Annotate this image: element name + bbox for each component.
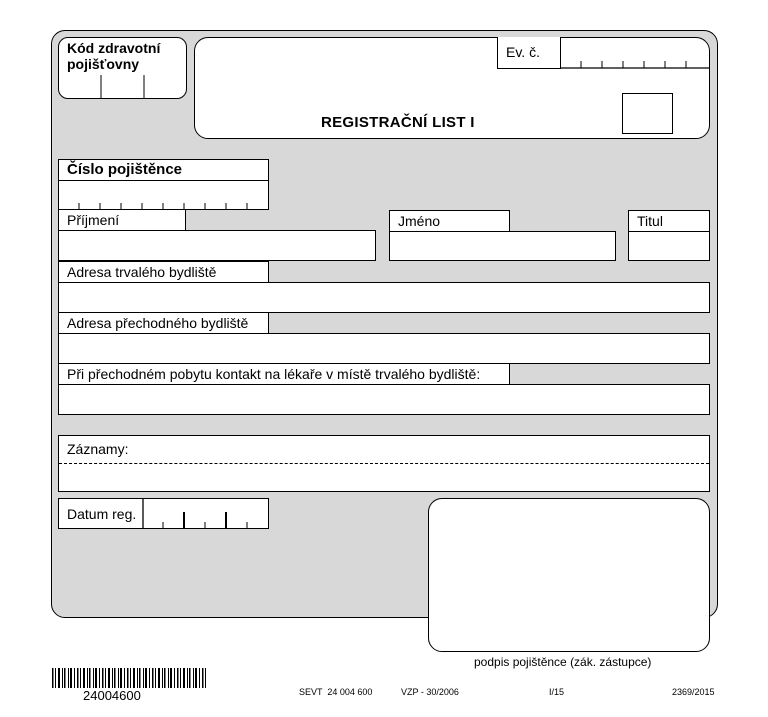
insurance-code-ticks xyxy=(58,37,187,99)
first-name-label: Jméno xyxy=(389,210,510,232)
checkbox-square[interactable] xyxy=(622,93,673,134)
form-title: REGISTRAČNÍ LIST I xyxy=(321,114,475,131)
form-code: 2369/2015 xyxy=(672,687,715,697)
registration-date-label: Datum reg. xyxy=(67,506,137,522)
surname-label: Příjmení xyxy=(58,209,186,231)
contact-field[interactable] xyxy=(58,384,710,415)
permanent-address-field[interactable] xyxy=(58,282,710,313)
records-label: Záznamy: xyxy=(67,441,129,457)
barcode-number: 24004600 xyxy=(83,688,141,703)
registration-date-ticks xyxy=(143,498,269,529)
permanent-address-label: Adresa trvalého bydliště xyxy=(58,261,269,283)
degree-field[interactable] xyxy=(628,231,710,261)
first-name-field[interactable] xyxy=(389,231,616,261)
surname-field[interactable] xyxy=(58,230,376,261)
temporary-address-field[interactable] xyxy=(58,333,710,364)
insured-number-ticks xyxy=(58,180,269,210)
ev-number-label: Ev. č. xyxy=(506,44,540,60)
insurance-code-label: Kód zdravotní pojišťovny xyxy=(67,40,161,72)
signature-box[interactable] xyxy=(428,498,710,652)
temporary-address-label: Adresa přechodného bydliště xyxy=(58,312,269,334)
ev-number-ticks xyxy=(561,37,710,69)
contact-label: Při přechodném pobytu kontakt na lékaře v místě trvalého bydliště: xyxy=(58,363,510,385)
degree-label: Titul xyxy=(628,210,710,232)
barcode xyxy=(52,668,206,688)
sevt-code: SEVT 24 004 600 xyxy=(299,687,373,697)
insured-number-label: Číslo pojištěnce xyxy=(58,159,269,181)
page-code: I/15 xyxy=(549,687,565,697)
records-divider xyxy=(59,463,709,464)
vzp-code: VZP - 30/2006 xyxy=(401,687,459,697)
signature-label: podpis pojištěnce (zák. zástupce) xyxy=(474,655,652,669)
